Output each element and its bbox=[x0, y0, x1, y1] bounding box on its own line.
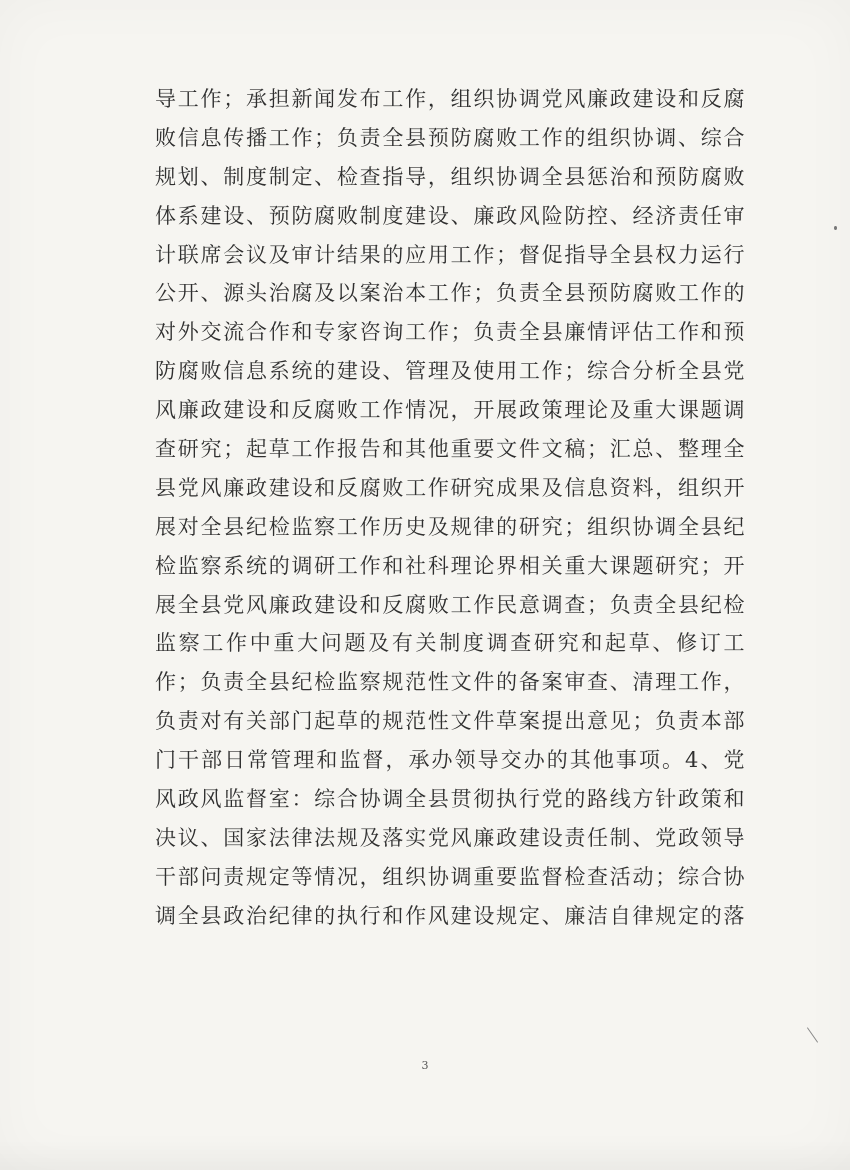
text-line: 风政风监督室：综合协调全县贯彻执行党的路线方针政策和 bbox=[155, 787, 745, 812]
text-line: 计联席会议及审计结果的应用工作；督促指导全县权力运行 bbox=[155, 242, 745, 267]
text-line: 公开、源头治腐及以案治本工作；负责全县预防腐败工作的 bbox=[155, 281, 745, 306]
body-text bbox=[155, 80, 745, 936]
page-number: 3 bbox=[421, 1059, 429, 1072]
text-line: 县党风廉政建设和反腐败工作研究成果及信息资料，组织开 bbox=[155, 475, 745, 500]
text-line: 风廉政建设和反腐败工作情况，开展政策理论及重大课题调 bbox=[155, 398, 745, 423]
scan-speck bbox=[834, 226, 837, 230]
text-line: 作；负责全县纪检监察规范性文件的备案审查、清理工作， bbox=[155, 670, 745, 695]
text-line: 防腐败信息系统的建设、管理及使用工作；综合分析全县党 bbox=[155, 359, 745, 384]
text-line: 干部问责规定等情况，组织协调重要监督检查活动；综合协 bbox=[155, 864, 745, 889]
scan-streak bbox=[807, 1027, 818, 1042]
text-line: 查研究；起草工作报告和其他重要文件文稿；汇总、整理全 bbox=[155, 437, 745, 462]
text-line: 展对全县纪检监察工作历史及规律的研究；组织协调全县纪 bbox=[155, 514, 745, 539]
text-line: 检监察系统的调研工作和社科理论界相关重大课题研究；开 bbox=[155, 553, 745, 578]
text-line: 导工作；承担新闻发布工作，组织协调党风廉政建设和反腐 bbox=[155, 87, 745, 111]
text-line: 负责对有关部门起草的规范性文件草案提出意见；负责本部 bbox=[155, 709, 745, 734]
text-line: 对外交流合作和专家咨询工作；负责全县廉情评估工作和预 bbox=[155, 320, 745, 345]
text-line: 监察工作中重大问题及有关制度调查研究和起草、修订工 bbox=[155, 631, 745, 656]
text-line: 展全县党风廉政建设和反腐败工作民意调查；负责全县纪检 bbox=[155, 592, 745, 617]
text-line: 体系建设、预防腐败制度建设、廉政风险防控、经济责任审 bbox=[155, 203, 745, 228]
text-line: 规划、制度制定、检查指导，组织协调全县惩治和预防腐败 bbox=[155, 164, 745, 189]
text-line: 门干部日常管理和监督，承办领导交办的其他事项。4、党 bbox=[155, 748, 745, 773]
text-line: 决议、国家法律法规及落实党风廉政建设责任制、党政领导 bbox=[155, 825, 745, 850]
text-line: 败信息传播工作；负责全县预防腐败工作的组织协调、综合 bbox=[155, 125, 745, 150]
scan-edge-shadow bbox=[0, 1140, 850, 1170]
text-line: 调全县政治纪律的执行和作风建设规定、廉洁自律规定的落 bbox=[155, 903, 745, 928]
